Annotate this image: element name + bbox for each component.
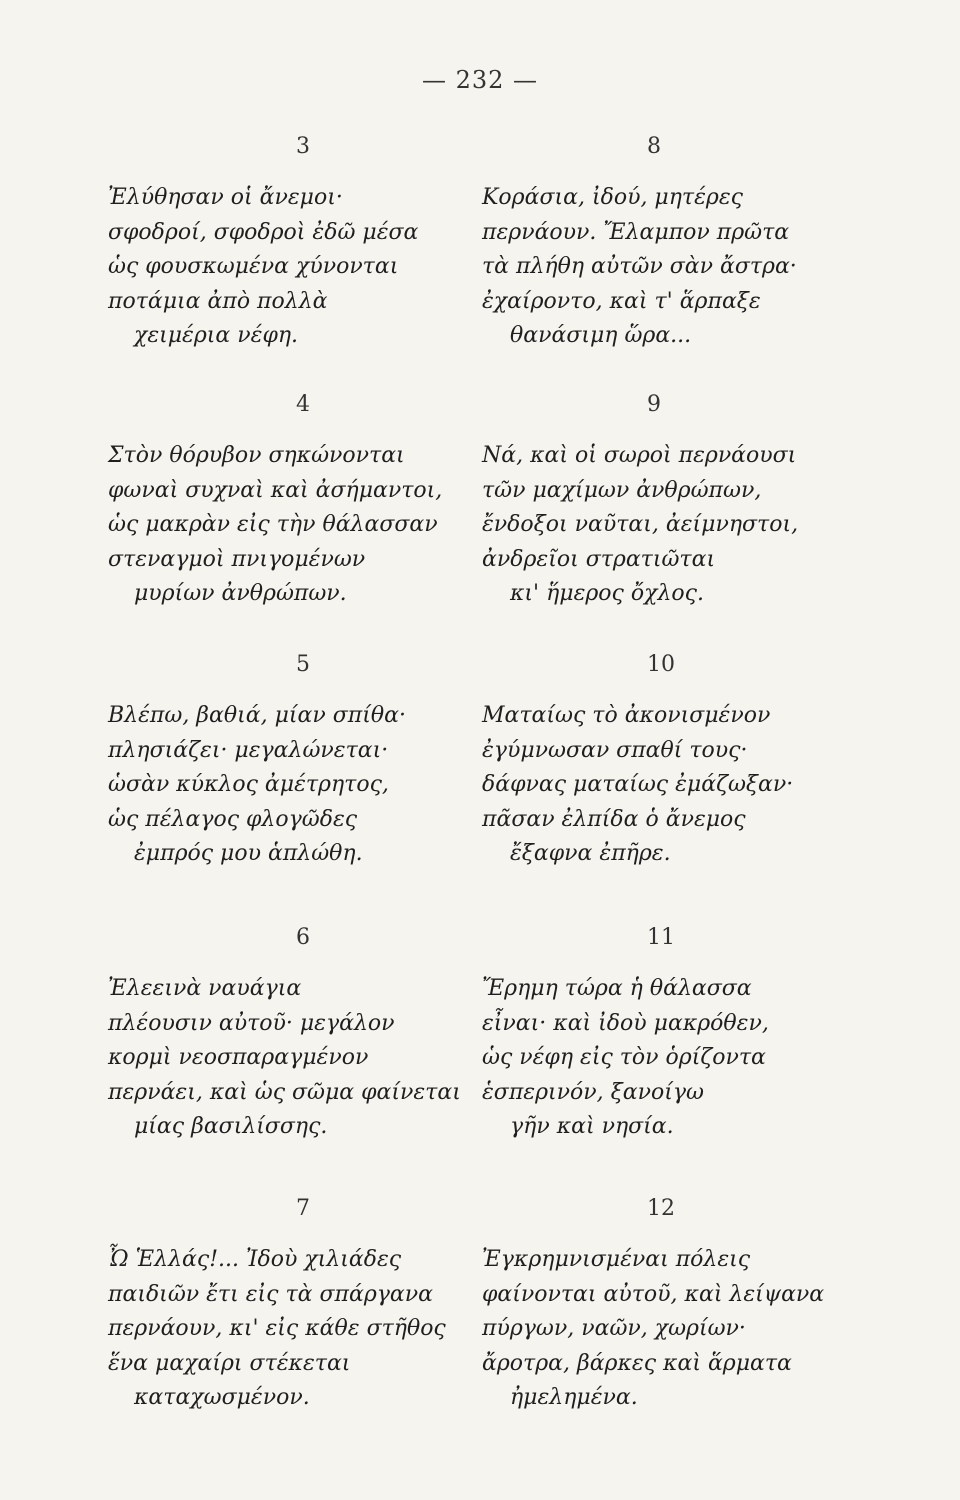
verse-line: δάφνας ματαίως ἐμάζωξαν·	[482, 772, 794, 797]
verse-line: φωναὶ συχναὶ καὶ ἀσήμαντοι,	[108, 477, 443, 503]
verse-line: ἔνδοξοι ναῦται, ἀείμνηστοι,	[482, 512, 799, 537]
stanza-number: 10	[647, 652, 675, 677]
stanza-4	[108, 392, 488, 612]
stanza-number: 6	[296, 925, 310, 950]
stanza-10	[482, 652, 862, 872]
verse-line: εἶναι· καὶ ἰδοὺ μακρόθεν,	[482, 1010, 769, 1036]
verse-line: ἐμπρός μου ἁπλώθη.	[134, 841, 363, 866]
verse-line: περνάει, καὶ ὡς σῶμα φαίνεται	[108, 1079, 461, 1105]
verse-line: περνάουν, κι' εἰς κάθε στῆθος	[108, 1316, 446, 1341]
verse-line: Νά, καὶ οἱ σωροὶ περνάουσι	[482, 443, 797, 468]
verse-line: πᾶσαν ἐλπίδα ὁ ἄνεμος	[482, 806, 746, 832]
verse-line: Ματαίως τὸ ἀκονισμένον	[482, 703, 771, 728]
verse-line: ὡσὰν κύκλος ἀμέτρητος,	[108, 772, 389, 797]
stanza-number: 9	[647, 392, 661, 417]
verse-line: Ὦ Ἑλλάς!... Ἰδοὺ χιλιάδες	[108, 1247, 402, 1272]
stanza-8	[482, 134, 862, 354]
stanza-number: 3	[296, 134, 310, 159]
verse-line: στεναγμοὶ πνιγομένων	[108, 546, 366, 572]
verse-line: περνάουν. Ἔλαμπον πρῶτα	[482, 219, 790, 245]
page-number: — 232 —	[421, 66, 539, 94]
verse-line: χειμέρια νέφη.	[134, 323, 299, 348]
verse-line: ὡς νέφη εἰς τὸν ὁρίζοντα	[482, 1045, 766, 1070]
stanza-5	[108, 652, 488, 872]
verse-line: γῆν καὶ νησία.	[510, 1114, 674, 1139]
verse-line: θανάσιμη ὥρα...	[510, 323, 692, 348]
verse-line: κορμὶ νεοσπαραγμένον	[108, 1045, 369, 1070]
verse-line: ὡς μακρὰν εἰς τὴν θάλασσαν	[108, 512, 438, 537]
verse-line: Κοράσια, ἰδού, μητέρες	[482, 185, 743, 210]
stanza-7	[108, 1196, 488, 1416]
verse-line: Ἔρημη τώρα ἡ θάλασσα	[482, 976, 752, 1001]
verse-line: τὰ πλήθη αὐτῶν σὰν ἄστρα·	[482, 254, 797, 279]
verse-line: ἕνα μαχαίρι στέκεται	[108, 1350, 351, 1376]
verse-line: ἠμελημένα.	[510, 1385, 638, 1410]
verse-line: τῶν μαχίμων ἀνθρώπων,	[482, 477, 762, 503]
verse-line: ἐγύμνωσαν σπαθί τους·	[482, 737, 748, 763]
verse-line: φαίνονται αὐτοῦ, καὶ λείψανα	[482, 1281, 825, 1307]
verse-line: Ἐγκρημνισμέναι πόλεις	[482, 1247, 751, 1272]
verse-line: μίας βασιλίσσης.	[134, 1114, 328, 1139]
verse-line: ἔξαφνα ἐπῆρε.	[510, 841, 671, 866]
stanza-3	[108, 134, 488, 354]
stanza-number: 8	[647, 134, 661, 159]
verse-line: ἐχαίροντο, καὶ τ' ἅρπαξε	[482, 288, 761, 314]
verse-line: μυρίων ἀνθρώπων.	[134, 581, 347, 606]
verse-line: ποτάμια ἀπὸ πολλὰ	[108, 288, 328, 314]
verse-line: παιδιῶν ἔτι εἰς τὰ σπάργανα	[108, 1281, 433, 1307]
verse-line: Βλέπω, βαθιά, μίαν σπίθα·	[108, 703, 406, 728]
verse-line: πλέουσιν αὐτοῦ· μεγάλον	[108, 1010, 395, 1036]
verse-line: πύργων, ναῶν, χωρίων·	[482, 1316, 746, 1341]
stanza-9	[482, 392, 862, 612]
stanza-number: 11	[647, 925, 675, 950]
stanza-number: 7	[296, 1196, 310, 1221]
verse-line: ὡς φουσκωμένα χύνονται	[108, 254, 399, 279]
stanza-number: 12	[647, 1196, 675, 1221]
verse-line: ἄροτρα, βάρκες καὶ ἅρματα	[482, 1350, 792, 1376]
stanza-12	[482, 1196, 862, 1416]
verse-line: ἑσπερινόν, ξανοίγω	[482, 1079, 704, 1105]
verse-line: καταχωσμένον.	[134, 1385, 310, 1410]
stanza-11	[482, 925, 862, 1145]
stanza-6	[108, 925, 528, 1145]
verse-line: σφοδροί, σφοδροὶ ἐδῶ μέσα	[108, 219, 419, 245]
stanza-number: 4	[296, 392, 310, 417]
verse-line: Ἐλεεινὰ ναυάγια	[108, 976, 302, 1001]
verse-line: κι' ἥμερος ὄχλος.	[510, 581, 704, 606]
verse-line: ἀνδρεῖοι στρατιῶται	[482, 546, 716, 572]
verse-line: Ἐλύθησαν οἱ ἄνεμοι·	[108, 185, 343, 210]
verse-line: ὡς πέλαγος φλογῶδες	[108, 806, 358, 832]
verse-line: Στὸν θόρυβον σηκώνονται	[108, 443, 405, 468]
stanza-number: 5	[296, 652, 310, 677]
verse-line: πλησιάζει· μεγαλώνεται·	[108, 737, 389, 763]
